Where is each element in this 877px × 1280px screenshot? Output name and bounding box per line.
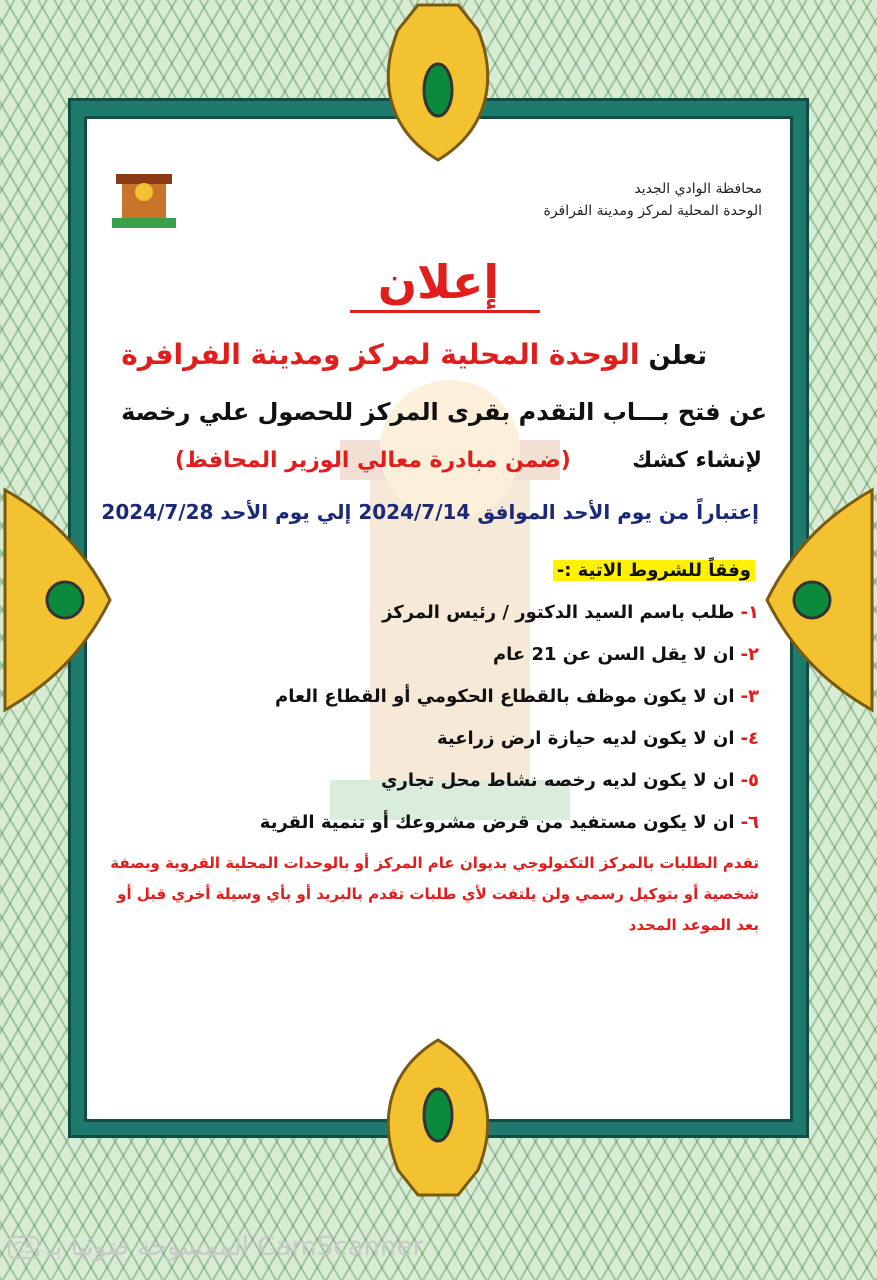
condition-number: ١- bbox=[740, 602, 759, 623]
list-item bbox=[119, 764, 759, 806]
line3-highlight: (ضمن مبادرة معالي الوزير المحافظ) bbox=[174, 448, 571, 473]
title-underline bbox=[350, 310, 540, 313]
condition-text: طلب باسم السيد الدكتور / رئيس المركز bbox=[382, 602, 735, 623]
scanner-text: الممسوحة ضوئيا بـ CamScanner bbox=[47, 1232, 424, 1262]
bottom-gold-ornament bbox=[368, 1035, 508, 1200]
condition-text: ان لا يكون لديه رخصه نشاط محل تجاري bbox=[380, 770, 735, 791]
scanner-badge: CS bbox=[8, 1236, 39, 1259]
governorate-logo bbox=[108, 170, 180, 232]
line3-prefix: لإنشاء كشك bbox=[632, 448, 762, 473]
condition-number: ٥- bbox=[740, 770, 759, 791]
condition-number: ٢- bbox=[740, 644, 759, 665]
line1-prefix: تعلن bbox=[648, 341, 707, 371]
list-item bbox=[119, 806, 759, 848]
condition-text: ان لا يكون موظف بالقطاع الحكومي أو القطاع العام bbox=[275, 686, 735, 707]
announcement-dates: إعتباراً من يوم الأحد الموافق 2024/7/14 إلي يوم الأحد 2024/7/28 bbox=[101, 500, 759, 524]
top-gold-ornament bbox=[368, 0, 508, 165]
condition-text: ان لا يقل السن عن 21 عام bbox=[492, 644, 735, 665]
header-block bbox=[462, 178, 762, 222]
condition-text: ان لا يكون لديه حيازة ارض زراعية bbox=[437, 728, 735, 749]
line1-highlight: الوحدة المحلية لمركز ومدينة الفرافرة bbox=[121, 338, 640, 371]
left-gold-ornament bbox=[0, 450, 115, 750]
list-item bbox=[119, 680, 759, 722]
scanner-watermark bbox=[8, 1232, 423, 1262]
governorate-name: محافظة الوادي الجديد bbox=[634, 181, 762, 197]
list-item bbox=[119, 638, 759, 680]
condition-number: ٤- bbox=[740, 728, 759, 749]
conditions-heading: وفقاً للشروط الاتية :- bbox=[553, 560, 755, 581]
list-item bbox=[119, 596, 759, 638]
announcement-title: إعلان bbox=[377, 255, 500, 309]
local-unit-name: الوحدة المحلية لمركز ومدينة الفرافرة bbox=[543, 203, 762, 219]
submission-note: تقدم الطلبات بالمركز التكنولوجي بديوان عام المركز أو بالوحدات المحلية القروية وبصفة شخصية أو بتوكيل رسمي ولن يلتفت لأي طلبات تقدم بالبريد أو بأي وسيلة أخري قبل أو بعد الموعد المحدد bbox=[110, 854, 759, 934]
condition-number: ٦- bbox=[740, 812, 759, 833]
condition-number: ٣- bbox=[740, 686, 759, 707]
list-item bbox=[119, 722, 759, 764]
announcement-line-1 bbox=[121, 338, 707, 371]
condition-text: ان لا يكون مستفيد من قرض مشروعك أو تنمية القرية bbox=[259, 812, 735, 833]
announcement-line-3 bbox=[102, 448, 762, 473]
conditions-list bbox=[119, 596, 759, 848]
right-gold-ornament bbox=[762, 450, 877, 750]
announcement-line-2: عن فتح بـــاب التقدم بقرى المركز للحصول علي رخصة bbox=[121, 398, 767, 426]
